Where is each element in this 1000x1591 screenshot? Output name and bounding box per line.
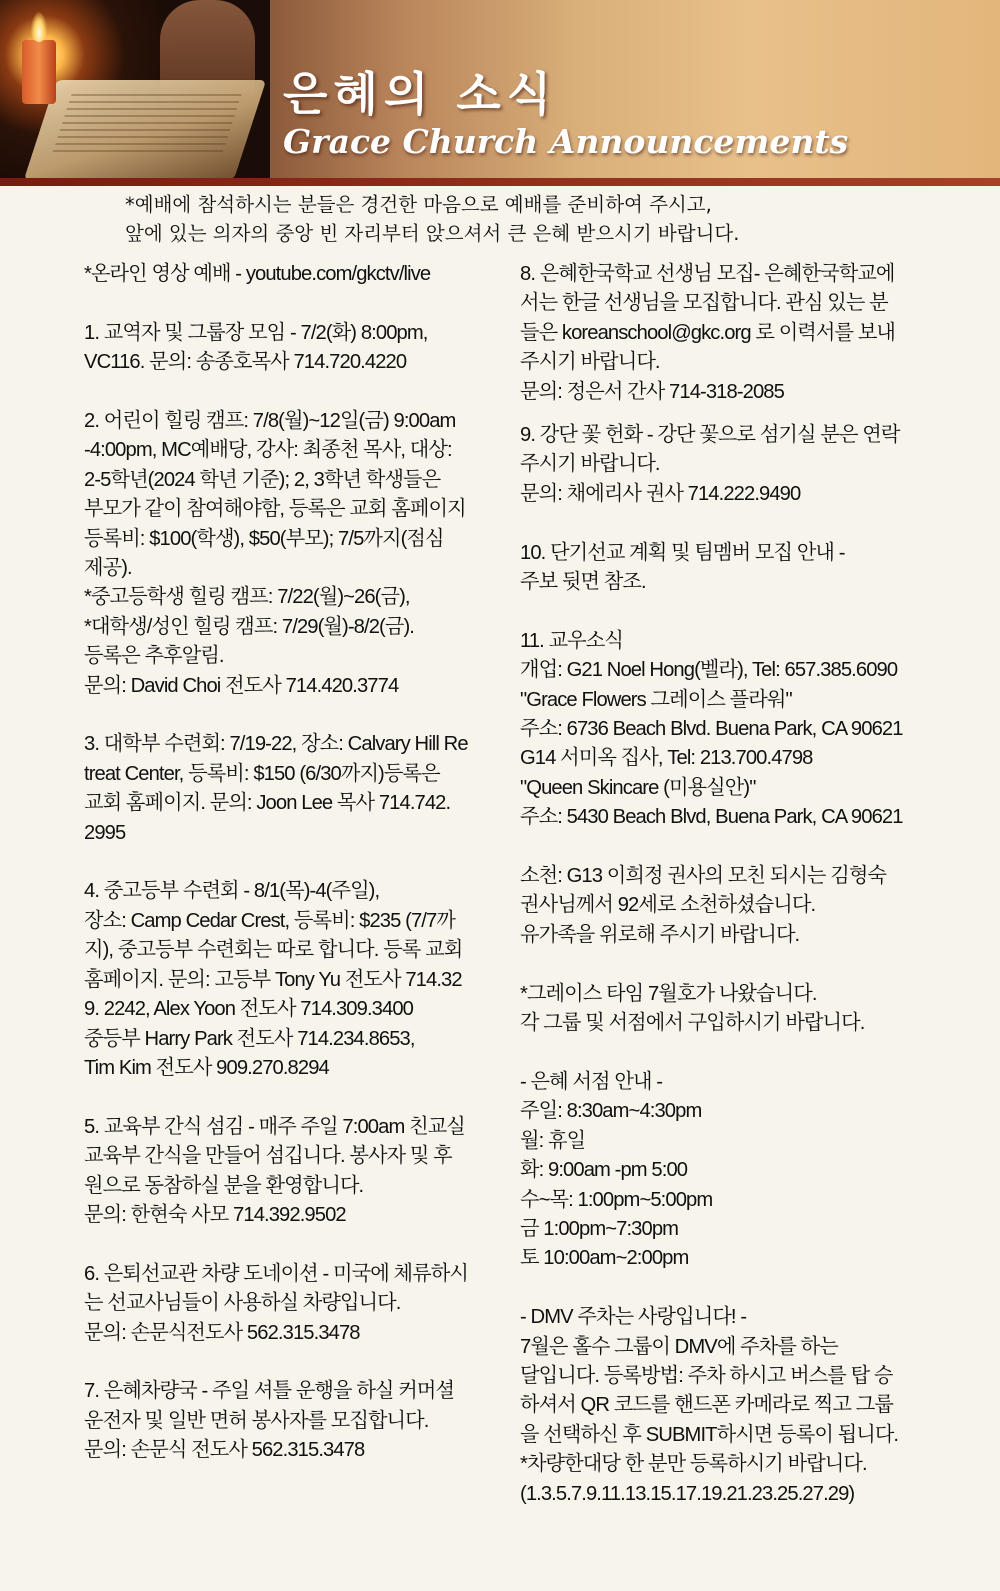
announcement-item xyxy=(520,539,952,598)
announcement-line: 장소: Camp Cedar Crest, 등록비: $235 (7/7까 xyxy=(84,909,455,932)
announcement-line: 2995 xyxy=(84,821,126,844)
announcement-line: 9. 강단 꽃 헌화 - 강단 꽃으로 섬기실 분은 연락 xyxy=(520,424,900,447)
announcement-line: 3. 대학부 수련회: 7/19-22, 장소: Calvary Hill Re xyxy=(84,733,468,756)
announcement-line: 주일: 8:30am~4:30pm xyxy=(520,1100,702,1123)
announcement-line: 권사님께서 92세로 소천하셨습니다. xyxy=(520,894,816,917)
section-spacer xyxy=(520,597,952,626)
announcement-line: 주소: 6736 Beach Blvd. Buena Park, CA 90621 xyxy=(520,718,903,741)
announcement-line: - 은혜 서점 안내 - xyxy=(520,1070,663,1093)
announcement-line: 8. 은혜한국학교 선생님 모집- 은혜한국학교에 xyxy=(520,263,895,285)
announcement-line: 원으로 동참하실 분을 환영합니다. xyxy=(84,1174,364,1197)
announcement-line: 월: 휴일 xyxy=(520,1129,586,1152)
page-subtitle: Grace Church Announcements xyxy=(283,122,849,161)
announcement-line: 화: 9:00am -pm 5:00 xyxy=(520,1159,688,1182)
announcement-line: 개업: G21 Noel Hong(벨라), Tel: 657.385.6090 xyxy=(520,659,898,682)
announcement-line: *중고등학생 힐링 캠프: 7/22(월)~26(금), xyxy=(84,586,410,609)
announcement-line: 문의: David Choi 전도사 714.420.3774 xyxy=(84,674,399,697)
section-spacer xyxy=(84,1230,516,1259)
announcement-line: 유가족을 위로해 주시기 바랍니다. xyxy=(520,923,800,946)
announcement-line: 주소: 5430 Beach Blvd, Buena Park, CA 90621 xyxy=(520,806,903,829)
announcement-item xyxy=(84,319,516,378)
announcement-line: 중등부 Harry Park 전도사 714.234.8653, xyxy=(84,1027,415,1050)
announcement-line: 6. 은퇴선교관 차량 도네이션 - 미국에 체류하시 xyxy=(84,1262,468,1285)
announcement-line: 소천: G13 이희정 권사의 모친 되시는 김형숙 xyxy=(520,865,887,888)
announcement-line: *차량한대당 한 분만 등록하시기 바랍니다. xyxy=(520,1453,867,1476)
section-spacer xyxy=(520,833,952,862)
announcement-line: 등록비: $100(학생), $50(부모); 7/5까지(점심 xyxy=(84,527,444,550)
announcement-line: 문의: 채에리사 권사 714.222.9490 xyxy=(520,482,801,505)
announcement-line: 4. 중고등부 수련회 - 8/1(목)-4(주일), xyxy=(84,880,380,903)
header-banner xyxy=(0,0,1000,178)
announcement-line: 7. 은혜차량국 - 주일 셔틀 운행을 하실 커머셜 xyxy=(84,1380,455,1403)
intro-line: *예배에 참석하시는 분들은 경건한 마음으로 예배를 준비하여 주시고, xyxy=(125,193,712,216)
announcement-item xyxy=(520,260,952,407)
announcement-line: 2-5학년(2024 학년 기준); 2, 3학년 학생들은 xyxy=(84,468,441,491)
announcement-line: 제공). xyxy=(84,557,132,580)
announcement-line: 달입니다. 등록방법: 주차 하시고 버스를 탑 승 xyxy=(520,1364,893,1387)
announcement-item xyxy=(84,1377,516,1465)
announcement-line: 는 선교사님들이 사용하실 차량입니다. xyxy=(84,1292,401,1315)
flame-icon xyxy=(31,12,47,42)
section-spacer xyxy=(520,950,952,979)
announcement-line: (1.3.5.7.9.11.13.15.17.19.21.23.25.27.29) xyxy=(520,1482,855,1505)
announcement-line: 운전자 및 일반 면허 봉사자를 모집합니다. xyxy=(84,1409,429,1432)
announcement-line: 주보 뒷면 참조. xyxy=(520,571,646,594)
announcement-item xyxy=(84,1113,516,1231)
page-title: 은혜의 소식 xyxy=(283,67,558,121)
announcement-line: 5. 교육부 간식 섬김 - 매주 주일 7:00am 친교실 xyxy=(84,1115,465,1138)
announcement-line: -4:00pm, MC예배당, 강사: 최종천 목사, 대상: xyxy=(84,439,452,462)
announcement-line: *대학생/성인 힐링 캠프: 7/29(월)-8/2(금). xyxy=(84,615,414,638)
announcement-line: 각 그룹 및 서점에서 구입하시기 바랍니다. xyxy=(520,1012,865,1035)
announcement-line: 부모가 같이 참여해야함, 등록은 교회 홈페이지 xyxy=(84,498,466,521)
announcement-line: 금 1:00pm~7:30pm xyxy=(520,1217,679,1240)
announcement-line: 교육부 간식을 만들어 섬깁니다. 봉사자 및 후 xyxy=(84,1145,452,1168)
announcement-line: G14 서미옥 집사, Tel: 213.700.4798 xyxy=(520,747,813,770)
announcement-item xyxy=(520,421,952,509)
announcement-line: 1. 교역자 및 그룹장 모임 - 7/2(화) 8:00pm, xyxy=(84,321,428,344)
announcement-line: *온라인 영상 예배 - youtube.com/gkctv/live xyxy=(84,263,431,285)
section-spacer xyxy=(84,701,516,730)
announcement-line: 지), 중고등부 수련회는 따로 합니다. 등록 교회 xyxy=(84,939,463,962)
announcement-item xyxy=(84,260,516,289)
left-column xyxy=(84,260,516,1466)
announcement-line: 을 선택하신 후 SUBMIT하시면 등록이 됩니다. xyxy=(520,1423,899,1446)
candle-icon xyxy=(22,40,56,104)
announcement-line: 교회 홈페이지. 문의: Joon Lee 목사 714.742. xyxy=(84,792,451,815)
announcement-line: 문의: 손문식 전도사 562.315.3478 xyxy=(84,1439,365,1462)
announcement-line: *그레이스 타임 7월호가 나왔습니다. xyxy=(520,982,817,1005)
announcement-line: 문의: 한현숙 사모 714.392.9502 xyxy=(84,1203,346,1226)
section-spacer xyxy=(520,509,952,538)
announcement-item xyxy=(520,1303,952,1509)
section-spacer xyxy=(84,1083,516,1112)
announcement-line: 2. 어린이 힐링 캠프: 7/8(월)~12일(금) 9:00am xyxy=(84,410,456,432)
announcement-line: - DMV 주차는 사랑입니다! - xyxy=(520,1306,747,1329)
announcement-line: 홈페이지. 문의: 고등부 Tony Yu 전도사 714.32 xyxy=(84,968,462,991)
section-spacer xyxy=(84,848,516,877)
section-spacer xyxy=(84,1348,516,1377)
announcement-line: 10. 단기선교 계획 및 팀멤버 모집 안내 - xyxy=(520,541,845,564)
announcement-line: 등록은 추후알림. xyxy=(84,645,224,668)
section-spacer xyxy=(520,1039,952,1068)
announcement-line: 들은 koreanschool@gkc.org 로 이력서를 보내 xyxy=(520,321,896,344)
announcement-line: 수~목: 1:00pm~5:00pm xyxy=(520,1188,713,1211)
announcement-line: 7월은 홀수 그룹이 DMV에 주차를 하는 xyxy=(520,1335,838,1358)
announcement-item xyxy=(520,980,952,1039)
announcement-line: "Queen Skincare (미용실안)" xyxy=(520,776,756,799)
intro-notice xyxy=(125,190,885,248)
right-column xyxy=(520,260,952,1509)
announcement-item xyxy=(520,862,952,950)
announcement-line: 서는 한글 선생님을 모집합니다. 관심 있는 분 xyxy=(520,292,888,315)
section-spacer xyxy=(84,378,516,407)
announcement-line: "Grace Flowers 그레이스 플라워" xyxy=(520,688,792,711)
announcement-line: 문의: 손문식전도사 562.315.3478 xyxy=(84,1321,360,1344)
section-spacer xyxy=(84,289,516,318)
section-spacer xyxy=(520,407,952,421)
announcement-line: 주시기 바랍니다. xyxy=(520,351,660,374)
header-divider xyxy=(0,178,1000,186)
announcement-line: treat Center, 등록비: $150 (6/30까지)등록은 xyxy=(84,762,440,785)
announcement-line: 하셔서 QR 코드를 핸드폰 카메라로 찍고 그룹 xyxy=(520,1394,893,1417)
announcement-line: 11. 교우소식 xyxy=(520,629,623,652)
announcement-line: 문의: 정은서 간사 714-318-2085 xyxy=(520,380,784,403)
announcement-item xyxy=(84,1260,516,1348)
intro-line: 앞에 있는 의자의 중앙 빈 자리부터 앉으셔서 큰 은혜 받으시기 바랍니다. xyxy=(125,222,740,245)
announcement-item xyxy=(84,407,516,701)
announcement-line: 9. 2242, Alex Yoon 전도사 714.309.3400 xyxy=(84,998,413,1021)
announcement-item xyxy=(520,627,952,833)
bible-image xyxy=(24,80,266,178)
announcement-line: 토 10:00am~2:00pm xyxy=(520,1247,689,1270)
announcement-item xyxy=(84,730,516,848)
announcement-line: VC116. 문의: 송종호목사 714.720.4220 xyxy=(84,351,407,374)
section-spacer xyxy=(520,1274,952,1303)
announcement-item xyxy=(84,877,516,1083)
candle-bible-photo xyxy=(0,0,270,178)
announcement-line: 주시기 바랍니다. xyxy=(520,453,660,476)
announcement-line: Tim Kim 전도사 909.270.8294 xyxy=(84,1056,329,1079)
announcement-item xyxy=(520,1068,952,1274)
